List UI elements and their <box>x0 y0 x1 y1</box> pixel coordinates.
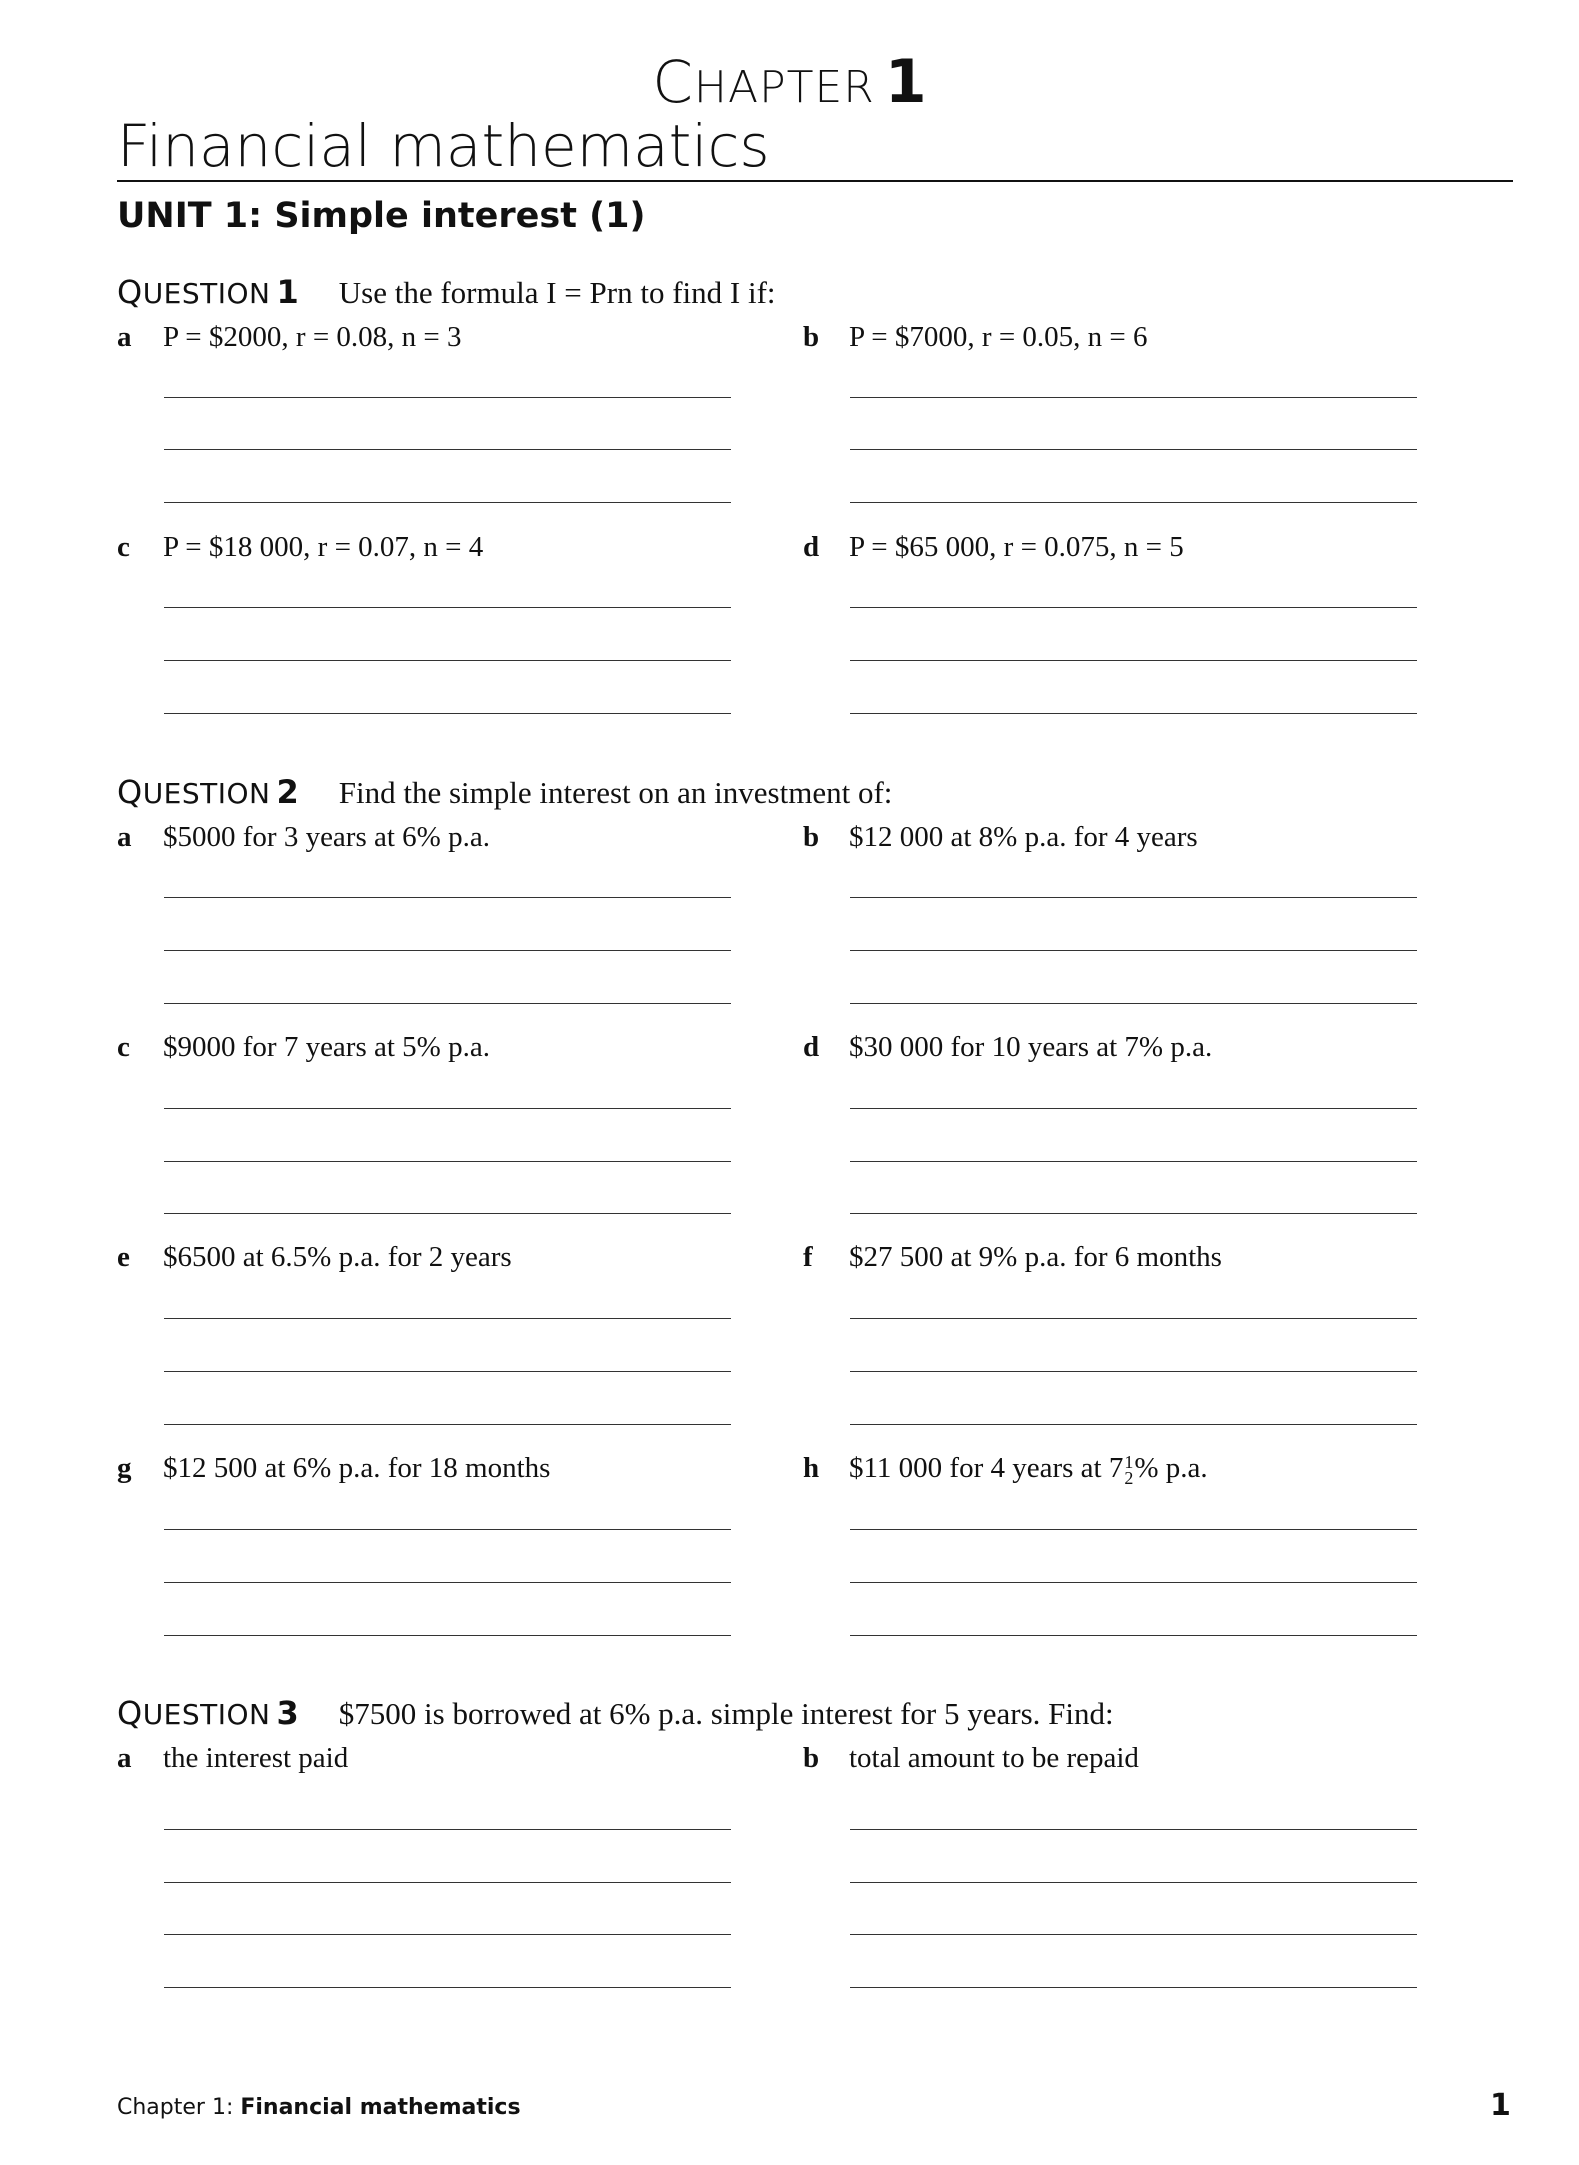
question-word-rest: UESTION <box>142 777 271 810</box>
answer-line[interactable] <box>164 1108 731 1109</box>
question-text: $7500 is borrowed at 6% p.a. simple interest for 5 years. Find: <box>338 1696 1114 1731</box>
answer-line[interactable] <box>164 660 731 661</box>
part-letter: f <box>803 1241 813 1273</box>
part-text: P = $18 000, r = 0.07, n = 4 <box>163 531 484 563</box>
part-letter: d <box>803 531 820 563</box>
question-number: 2 <box>276 773 299 811</box>
question-word-rest: UESTION <box>142 1698 271 1731</box>
answer-line[interactable] <box>850 897 1417 898</box>
part-letter: d <box>803 1031 820 1063</box>
part-letter: c <box>117 531 130 563</box>
answer-line[interactable] <box>850 449 1417 450</box>
part-text: the interest paid <box>163 1742 349 1774</box>
answer-line[interactable] <box>164 1529 731 1530</box>
question-1-heading <box>117 272 776 312</box>
part-letter: a <box>117 321 132 353</box>
answer-line[interactable] <box>850 1108 1417 1109</box>
answer-line[interactable] <box>164 397 731 398</box>
answer-line[interactable] <box>850 1424 1417 1425</box>
answer-line[interactable] <box>850 950 1417 951</box>
answer-line[interactable] <box>850 1318 1417 1319</box>
question-2-heading <box>117 772 892 812</box>
answer-line[interactable] <box>164 1371 731 1372</box>
part-letter: e <box>117 1241 130 1273</box>
answer-line[interactable] <box>164 1318 731 1319</box>
answer-line[interactable] <box>850 713 1417 714</box>
answer-line[interactable] <box>850 1529 1417 1530</box>
answer-line[interactable] <box>164 1213 731 1214</box>
title-divider <box>117 180 1513 182</box>
chapter-number: 1 <box>884 47 927 117</box>
part-text: $27 500 at 9% p.a. for 6 months <box>849 1241 1222 1273</box>
answer-line[interactable] <box>164 1582 731 1583</box>
answer-line[interactable] <box>850 1882 1417 1883</box>
part-letter: g <box>117 1452 132 1484</box>
answer-line[interactable] <box>164 713 731 714</box>
fraction-denominator: 2 <box>1124 1468 1134 1489</box>
question-3-heading <box>117 1693 1114 1733</box>
fraction <box>1124 1452 1134 1489</box>
question-word <box>117 273 271 311</box>
answer-line[interactable] <box>164 449 731 450</box>
answer-line[interactable] <box>850 1371 1417 1372</box>
part-text: $6500 at 6.5% p.a. for 2 years <box>163 1241 512 1273</box>
answer-line[interactable] <box>164 1003 731 1004</box>
answer-line[interactable] <box>164 1424 731 1425</box>
question-text: Use the formula I = Prn to find I if: <box>338 275 776 310</box>
answer-line[interactable] <box>164 1829 731 1830</box>
page-number: 1 <box>1490 2088 1511 2123</box>
question-word-rest: UESTION <box>142 277 271 310</box>
answer-line[interactable] <box>850 1635 1417 1636</box>
part-letter: c <box>117 1031 130 1063</box>
part-text-before: $11 000 for 4 years at 7 <box>849 1452 1124 1484</box>
part-letter: a <box>117 1742 132 1774</box>
chapter-word-rest: HAPTER <box>693 62 875 113</box>
chapter-heading <box>0 47 1579 117</box>
answer-line[interactable] <box>850 607 1417 608</box>
question-number: 3 <box>276 1694 299 1732</box>
answer-line[interactable] <box>164 502 731 503</box>
answer-line[interactable] <box>850 660 1417 661</box>
answer-line[interactable] <box>850 1987 1417 1988</box>
question-word-initial: Q <box>117 1694 143 1732</box>
answer-line[interactable] <box>850 1934 1417 1935</box>
chapter-title: Financial mathematics <box>117 112 770 180</box>
part-text-after: % p.a. <box>1134 1452 1208 1484</box>
answer-line[interactable] <box>164 897 731 898</box>
answer-line[interactable] <box>850 1003 1417 1004</box>
answer-line[interactable] <box>850 1829 1417 1830</box>
part-letter: b <box>803 1742 820 1774</box>
answer-line[interactable] <box>850 1161 1417 1162</box>
question-word-initial: Q <box>117 773 143 811</box>
part-letter: b <box>803 321 820 353</box>
answer-line[interactable] <box>164 950 731 951</box>
part-text <box>849 1448 1208 1488</box>
part-text: P = $7000, r = 0.05, n = 6 <box>849 321 1148 353</box>
unit-title: UNIT 1: Simple interest (1) <box>117 196 646 236</box>
question-word <box>117 1694 271 1732</box>
part-text: $5000 for 3 years at 6% p.a. <box>163 821 490 853</box>
part-text: $12 500 at 6% p.a. for 18 months <box>163 1452 551 1484</box>
answer-line[interactable] <box>850 1213 1417 1214</box>
answer-line[interactable] <box>164 607 731 608</box>
part-text: $9000 for 7 years at 5% p.a. <box>163 1031 490 1063</box>
answer-line[interactable] <box>850 502 1417 503</box>
question-text: Find the simple interest on an investment of: <box>338 775 893 810</box>
part-text: total amount to be repaid <box>849 1742 1139 1774</box>
part-text: P = $2000, r = 0.08, n = 3 <box>163 321 462 353</box>
question-number: 1 <box>276 273 299 311</box>
answer-line[interactable] <box>164 1987 731 1988</box>
part-letter: h <box>803 1452 820 1484</box>
part-text: $12 000 at 8% p.a. for 4 years <box>849 821 1198 853</box>
fraction-numerator: 1 <box>1124 1452 1134 1473</box>
answer-line[interactable] <box>164 1934 731 1935</box>
part-text: P = $65 000, r = 0.075, n = 5 <box>849 531 1184 563</box>
part-letter: b <box>803 821 820 853</box>
part-letter: a <box>117 821 132 853</box>
answer-line[interactable] <box>164 1635 731 1636</box>
question-word <box>117 773 271 811</box>
chapter-word-initial: C <box>652 48 694 116</box>
chapter-word <box>652 48 874 116</box>
footer-chapter-title: Financial mathematics <box>240 2095 521 2120</box>
answer-line[interactable] <box>164 1882 731 1883</box>
question-word-initial: Q <box>117 273 143 311</box>
answer-line[interactable] <box>164 1161 731 1162</box>
answer-line[interactable] <box>850 397 1417 398</box>
answer-line[interactable] <box>850 1582 1417 1583</box>
part-text: $30 000 for 10 years at 7% p.a. <box>849 1031 1213 1063</box>
footer-chapter <box>117 2095 521 2120</box>
footer-chapter-label: Chapter 1: <box>117 2095 234 2120</box>
